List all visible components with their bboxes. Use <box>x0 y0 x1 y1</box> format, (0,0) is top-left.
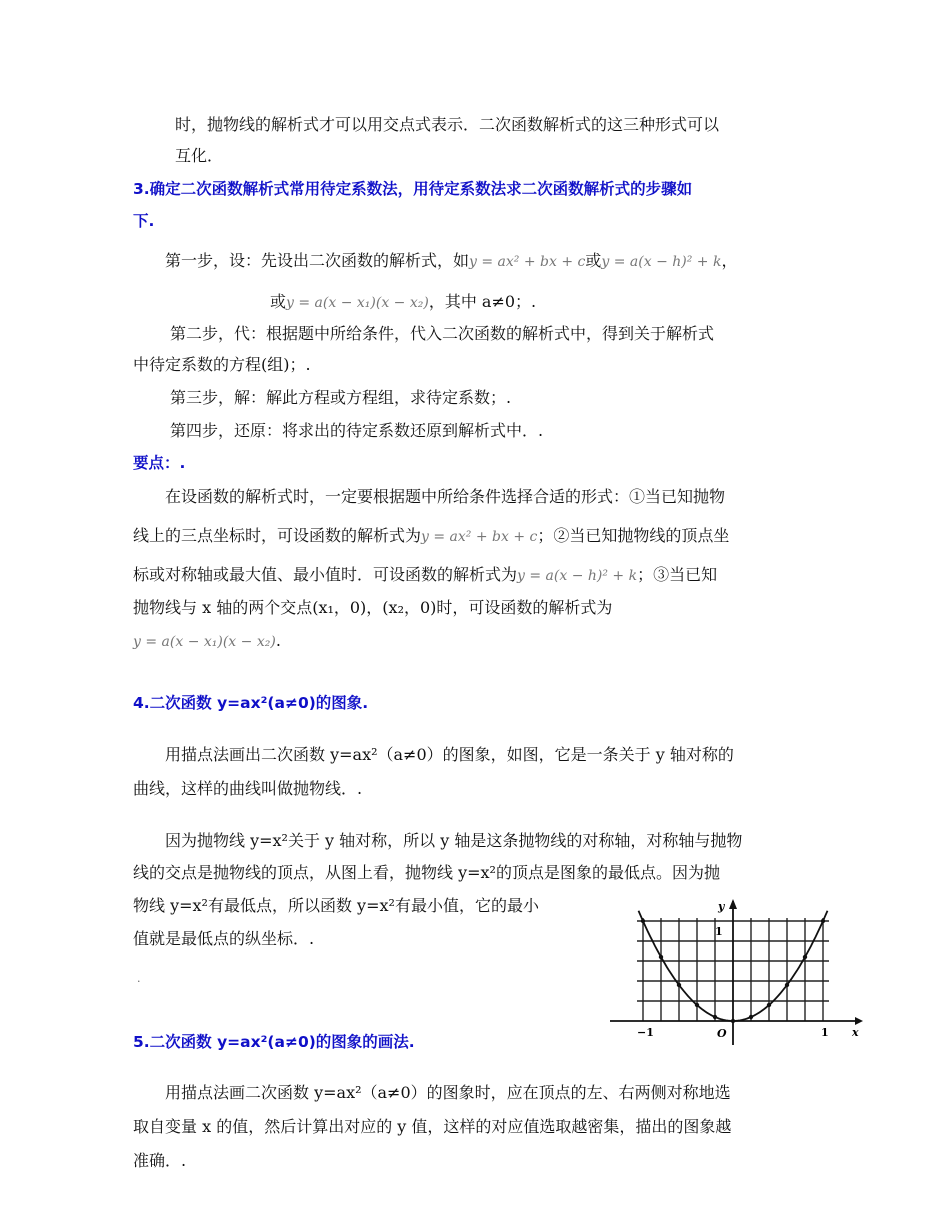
keypoint-line2 <box>133 525 729 548</box>
data-point <box>731 1019 735 1023</box>
y-axis-label: y <box>718 900 725 913</box>
y-axis-arrow-icon <box>729 899 737 909</box>
step1-text: 第一步，设：先设出二次函数的解析式，如 <box>165 251 470 270</box>
data-point <box>713 1015 717 1019</box>
formula-intercept: y = a(x − x₁)(x − x₂) <box>286 295 429 311</box>
step3: 第三步，解：解此方程或方程组，求待定系数；. <box>170 388 512 407</box>
step1-or: 或 <box>585 251 602 270</box>
x-axis-arrow-icon <box>855 1017 863 1025</box>
data-point <box>821 919 825 923</box>
section5-heading: 5.二次函数 y=ax²(a≠0)的图象的画法. <box>133 1033 415 1051</box>
data-point <box>677 983 681 987</box>
para1-line1: 时，抛物线的解析式才可以用交点式表示．二次函数解析式的这三种形式可以 <box>175 115 720 134</box>
step1-line1 <box>165 250 738 273</box>
step2-line2: 中待定系数的方程(组)；. <box>133 355 311 374</box>
step4: 第四步，还原：将求出的待定系数还原到解析式中．. <box>170 421 544 440</box>
data-point <box>641 919 645 923</box>
section4-para2-line2: 线的交点是抛物线的顶点，从图上看，抛物线 y=x²的顶点是图象的最低点。因为抛 <box>133 863 720 882</box>
data-point <box>785 983 789 987</box>
data-point <box>749 1015 753 1019</box>
keypoint-title: 要点：. <box>133 454 186 472</box>
step1-or2: 或 <box>270 292 287 311</box>
keypoint-formula-tail: . <box>275 631 281 650</box>
y-tick-1: 1 <box>715 925 723 938</box>
step1-tail: ，其中 a≠0；. <box>428 292 537 311</box>
x-tick-minus1: −1 <box>637 1026 654 1039</box>
keypoint-formula-intercept: y = a(x − x₁)(x − x₂) <box>133 634 276 650</box>
stray-dot: . <box>137 972 141 985</box>
keypoint-formula-vertex: y = a(x − h)² + k <box>517 568 638 584</box>
section5-para-line3: 准确．. <box>133 1151 187 1170</box>
keypoint-line3-text: 标或对称轴或最大值、最小值时．可设函数的解析式为 <box>133 565 518 584</box>
x-axis-label: x <box>852 1026 859 1039</box>
section3-heading-line2: 下. <box>133 212 155 230</box>
origin-label: O <box>717 1027 727 1040</box>
formula-vertex: y = a(x − h)² + k <box>601 254 722 270</box>
keypoint-formula-general: y = ax² + bx + c <box>421 529 538 545</box>
data-point <box>695 1003 699 1007</box>
keypoint-line5 <box>133 630 281 653</box>
step1-line2 <box>270 291 536 314</box>
step2-line1: 第二步，代：根据题中所给条件，代入二次函数的解析式中，得到关于解析式 <box>170 324 715 343</box>
section4-para1-line2: 曲线，这样的曲线叫做抛物线．. <box>133 779 363 798</box>
section4-heading: 4.二次函数 y=ax²(a≠0)的图象. <box>133 694 369 712</box>
keypoint-line4: 抛物线与 x 轴的两个交点(x₁，0)，(x₂，0)时，可设函数的解析式为 <box>133 598 613 617</box>
section4-para2-line1: 因为抛物线 y=x²关于 y 轴对称，所以 y 轴是这条抛物线的对称轴，对称轴与抛物 <box>165 831 743 850</box>
para1-line2: 互化． <box>175 146 224 165</box>
section4-para2-line3: 物线 y=x²有最低点，所以函数 y=x²有最小值，它的最小 <box>133 896 539 915</box>
step1-comma: ， <box>721 251 738 270</box>
section3-heading-line1: 3.确定二次函数解析式常用待定系数法，用待定系数法求二次函数解析式的步骤如 <box>133 180 693 198</box>
keypoint-line2-post: ；②当已知抛物线的顶点坐 <box>537 526 730 545</box>
keypoint-line1: 在设函数的解析式时，一定要根据题中所给条件选择合适的形式：①当已知抛物 <box>165 487 726 506</box>
data-point <box>767 1003 771 1007</box>
section4-para1-line1: 用描点法画出二次函数 y=ax²（a≠0）的图象，如图，它是一条关于 y 轴对称的 <box>165 745 734 764</box>
parabola-figure <box>605 895 865 1050</box>
data-point <box>803 955 807 959</box>
section4-para2-line4: 值就是最低点的纵坐标．. <box>133 929 315 948</box>
data-point <box>659 955 663 959</box>
section5-para-line2: 取自变量 x 的值，然后计算出对应的 y 值，这样的对应值选取越密集，描出的图象越 <box>133 1117 732 1136</box>
formula-general: y = ax² + bx + c <box>469 254 586 270</box>
keypoint-line3 <box>133 564 717 587</box>
x-tick-1: 1 <box>821 1026 829 1039</box>
keypoint-line2-text: 线上的三点坐标时，可设函数的解析式为 <box>133 526 422 545</box>
keypoint-line3-post: ；③当已知 <box>637 565 718 584</box>
section5-para-line1: 用描点法画二次函数 y=ax²（a≠0）的图象时，应在顶点的左、右两侧对称地选 <box>165 1083 731 1102</box>
